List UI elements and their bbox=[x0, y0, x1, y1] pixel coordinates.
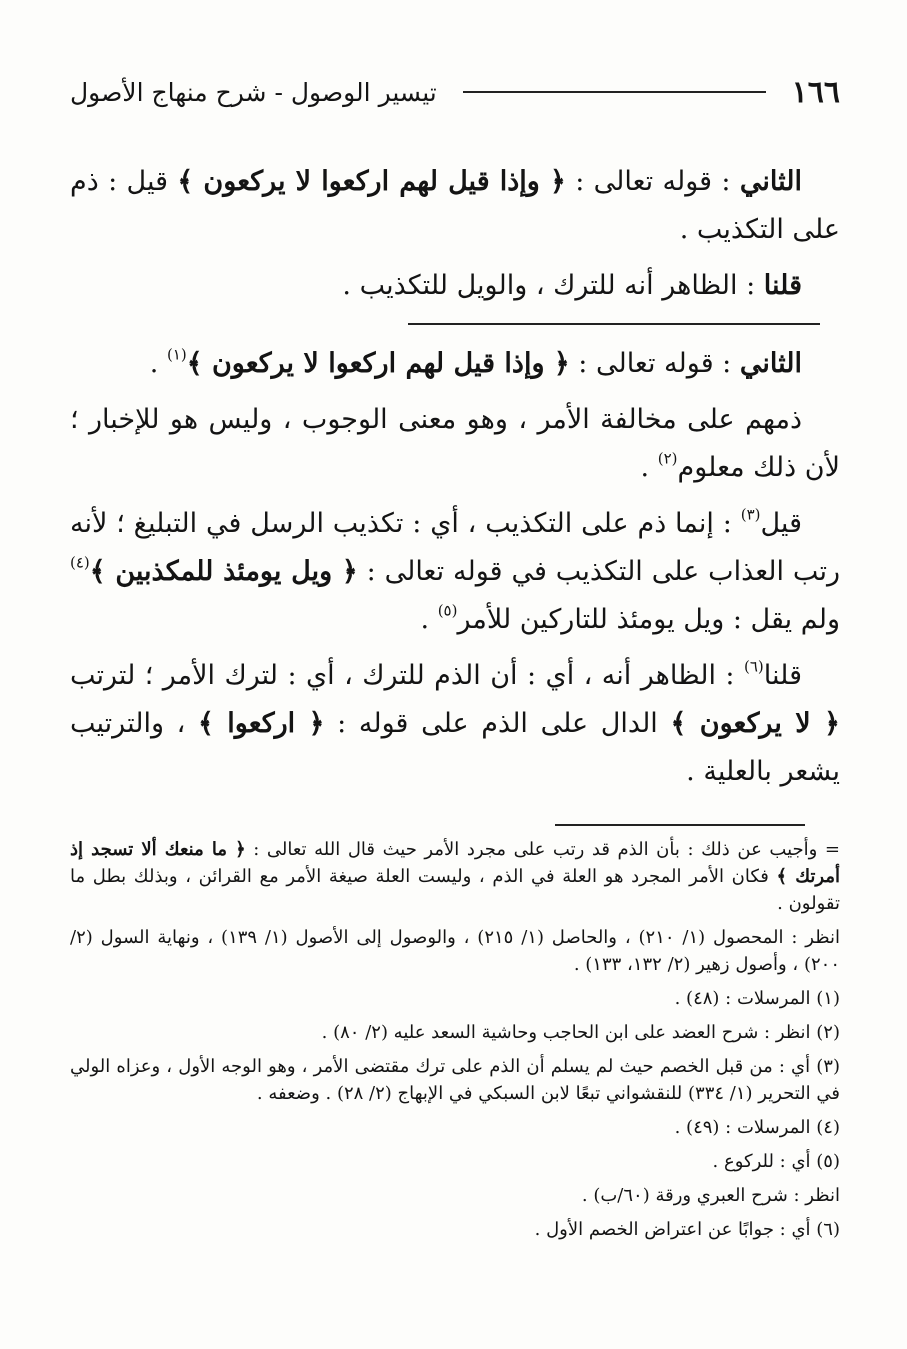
matn-separator-rule bbox=[408, 323, 820, 325]
footnote-continuation: = وأجيب عن ذلك : بأن الذم قد رتب على مجرد الأمر حيث قال الله تعالى : ﴿ ما منعك ألا تسجد إذ أمرتك ﴾ فكان الأمر المجرد هو العلة في الذم ، وليست العلة صيغة الأمر مع القرائن ، وبذلك بطل ما تقولون . bbox=[70, 839, 840, 914]
sharh-paragraph-2: ذمهم على مخالفة الأمر ، وهو معنى الوجوب ، وليس هو للإخبار ؛ لأن ذلك معلوم$^{(٢)}$ . bbox=[70, 404, 840, 483]
footnotes bbox=[70, 836, 840, 1243]
matn-paragraph-1: الثاني : قوله تعالى : ﴿ وإذا قيل لهم اركعوا لا يركعون ﴾ قيل : ذم على التكذيب . bbox=[70, 166, 840, 245]
footnote-ref[interactable]: (٣) bbox=[740, 505, 761, 524]
footnote-ref[interactable]: (١) bbox=[166, 345, 187, 364]
footnote-4: (٤) المرسلات : (٤٩) . bbox=[674, 1117, 840, 1138]
sharh-lead-thani: الثاني bbox=[739, 348, 802, 379]
footnote-5: (٥) أي : للركوع . bbox=[712, 1151, 840, 1172]
matn-lead-thani: الثاني bbox=[739, 166, 803, 197]
sharh-paragraph-1: الثاني : قوله تعالى : ﴿ وإذا قيل لهم اركعوا لا يركعون ﴾$^{(١)}$ . bbox=[149, 345, 802, 379]
quran-quote: ﴿ اركعوا ﴾ bbox=[198, 708, 325, 739]
footnote-1: (١) المرسلات : (٤٨) . bbox=[674, 988, 840, 1009]
quran-quote: ﴿ وإذا قيل لهم اركعوا لا يركعون ﴾ bbox=[186, 348, 570, 379]
footnote-ref[interactable]: (٤) bbox=[70, 553, 90, 572]
footnote-3: (٣) أي : من قبل الخصم حيث لم يسلم أن الذم على ترك مقتضى الأمر ، وهو الوجه الأول ، وعزاه الولي في التحرير (١/ ٣٣٤) للنقشواني تبعًا لابن السبكي في الإبهاج (٢/ ٢٨) . وضعفه . bbox=[70, 1056, 840, 1104]
footnote-separator-rule bbox=[555, 824, 805, 826]
footnote-2: (٢) انظر : شرح العضد على ابن الحاجب وحاشية السعد عليه (٢/ ٨٠) . bbox=[321, 1022, 840, 1043]
sharh-block bbox=[70, 340, 840, 796]
page-number: ١٦٦ bbox=[791, 74, 840, 110]
header-rule bbox=[463, 91, 766, 93]
quran-quote: ﴿ لا يركعون ﴾ bbox=[670, 708, 840, 739]
matn-block bbox=[70, 158, 840, 310]
footnote-5-ref: انظر : شرح العبري ورقة (٦٠/ب) . bbox=[581, 1185, 840, 1206]
matn-paragraph-2: قلنا : الظاهر أنه للترك ، والويل للتكذيب . bbox=[342, 270, 802, 301]
footnote-ref[interactable]: (٥) bbox=[437, 601, 458, 620]
page-header bbox=[70, 70, 840, 114]
quran-quote: ﴿ وإذا قيل لهم اركعوا لا يركعون ﴾ bbox=[177, 166, 566, 197]
footnote-ref[interactable]: (٢) bbox=[657, 449, 678, 468]
running-title: تيسير الوصول - شرح منهاج الأصول bbox=[70, 77, 437, 107]
quran-quote: ﴿ ويل يومئذ للمكذبين ﴾ bbox=[89, 556, 358, 587]
sharh-paragraph-4: قلنا$^{(٦)}$ : الظاهر أنه ، أي : أن الذم للترك ، أي : لترك الأمر ؛ لترتب ﴿ لا يركعون ﴾ الدال على الذم على قوله : ﴿ اركعوا ﴾ ، والترتيب يشعر بالعلية . bbox=[70, 657, 840, 787]
sharh-paragraph-3: قيل$^{(٣)}$ : إنما ذم على التكذيب ، أي : تكذيب الرسل في التبليغ ؛ لأنه رتب العذاب على التكذيب في قوله تعالى : ﴿ ويل يومئذ للمكذبين ﴾$^{(٤)}$ ولم يقل : ويل يومئذ للتاركين للأمر$^{(٥)}$ . bbox=[70, 505, 840, 635]
footnote-continuation-refs: انظر : المحصول (١/ ٢١٠) ، والحاصل (١/ ٢١٥) ، والوصول إلى الأصول (١/ ١٣٩) ، ونهاية السول (٢/ ٢٠٠) ، وأصول زهير (٢/ ١٣٢، ١٣٣) . bbox=[70, 927, 840, 975]
matn-lead-qulna: قلنا bbox=[763, 270, 802, 301]
footnote-6: (٦) أي : جوابًا عن اعتراض الخصم الأول . bbox=[534, 1219, 840, 1240]
quran-quote: ﴿ ما منعك ألا تسجد إذ أمرتك ﴾ bbox=[70, 839, 840, 887]
footnote-ref[interactable]: (٦) bbox=[743, 657, 764, 676]
